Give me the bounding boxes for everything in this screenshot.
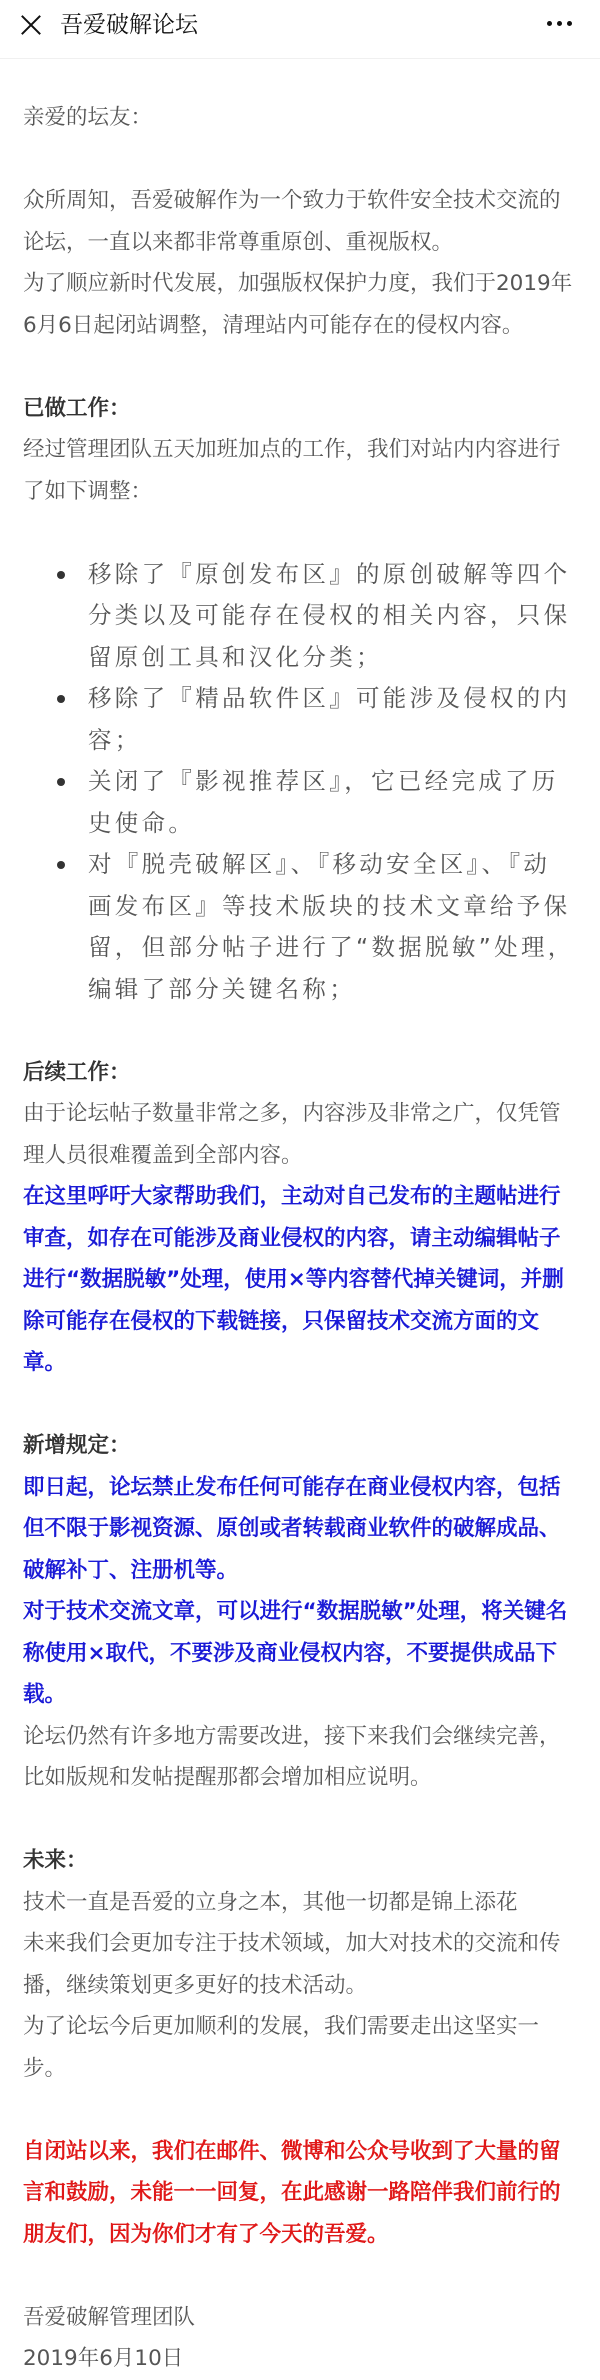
future-line: 未来我们会更加专注于技术领域，加大对技术的交流和传播，继续策划更多更好的技术活动。 xyxy=(23,1931,561,1998)
list-item: 关闭了『影视推荐区』，它已经完成了历史使命。 xyxy=(88,761,575,844)
future-line: 技术一直是吾爱的立身之本，其他一切都是锦上添花 xyxy=(23,1889,518,1915)
done-list xyxy=(23,554,575,1011)
section-heading-done: 已做工作： xyxy=(23,395,131,421)
bullet-icon xyxy=(57,571,65,579)
followup-text: 由于论坛帖子数量非常之多，内容涉及非常之广，仅凭管理人员很难覆盖到全部内容。 xyxy=(23,1101,561,1168)
bullet-icon xyxy=(57,861,65,869)
article-body xyxy=(23,97,575,2380)
close-icon[interactable] xyxy=(18,12,44,38)
rules-highlight: 即日起，论坛禁止发布任何可能存在商业侵权内容，包括但不限于影视资源、原创或者转载商业软件的破解成品、破解补丁、注册机等。 xyxy=(23,1474,561,1583)
list-item: 移除了『原创发布区』的原创破解等四个分类以及可能存在侵权的相关内容，只保留原创工具和汉化分类； xyxy=(88,554,575,679)
list-item: 对『脱壳破解区』、『移动安全区』、『动画发布区』等技术版块的技术文章给予保留，但部分帖子进行了“数据脱敏”处理，编辑了部分关键名称； xyxy=(88,844,575,1010)
section-heading-followup: 后续工作： xyxy=(23,1059,131,1085)
done-text: 经过管理团队五天加班加点的工作，我们对站内内容进行了如下调整： xyxy=(23,437,561,504)
rules-text: 论坛仍然有许多地方需要改进，接下来我们会继续完善，比如版规和发帖提醒那都会增加相应说明。 xyxy=(23,1723,561,1790)
rules-highlight: 对于技术交流文章，可以进行“数据脱敏”处理，将关键名称使用×取代，不要涉及商业侵权内容，不要提供成品下载。 xyxy=(23,1599,568,1707)
greeting: 亲爱的坛友： xyxy=(23,105,153,130)
bullet-icon xyxy=(57,695,65,703)
followup-highlight: 在这里呼吁大家帮助我们，主动对自己发布的主题帖进行审查，如存在可能涉及商业侵权的内容，请主动编辑帖子进行“数据脱敏”处理，使用×等内容替代掉关键词，并删除可能存在侵权的下载链接，只保留技术交流方面的文章。 xyxy=(23,1184,564,1375)
future-line: 为了论坛今后更加顺利的发展，我们需要走出这坚实一步。 xyxy=(23,2014,540,2081)
thanks-paragraph: 自闭站以来，我们在邮件、微博和公众号收到了大量的留言和鼓励，未能一一回复，在此感谢一路陪伴我们前行的朋友们，因为你们才有了今天的吾爱。 xyxy=(23,2138,561,2247)
intro-paragraph: 众所周知，吾爱破解作为一个致力于软件安全技术交流的论坛，一直以来都非常尊重原创、重视版权。 xyxy=(23,188,561,255)
signature-date: 2019年6月10日 xyxy=(23,2346,184,2371)
list-item: 移除了『精品软件区』可能涉及侵权的内容； xyxy=(88,678,575,761)
bullet-icon xyxy=(57,778,65,786)
intro-paragraph: 为了顺应新时代发展，加强版权保护力度，我们于2019年6月6日起闭站调整，清理站内可能存在的侵权内容。 xyxy=(23,271,573,338)
section-heading-rules: 新增规定： xyxy=(23,1433,131,1458)
top-bar xyxy=(0,0,600,59)
more-icon[interactable] xyxy=(547,21,572,26)
page-title: 吾爱破解论坛 xyxy=(60,12,198,38)
section-heading-future: 未来： xyxy=(23,1848,88,1873)
signature-team: 吾爱破解管理团队 xyxy=(23,2304,196,2330)
